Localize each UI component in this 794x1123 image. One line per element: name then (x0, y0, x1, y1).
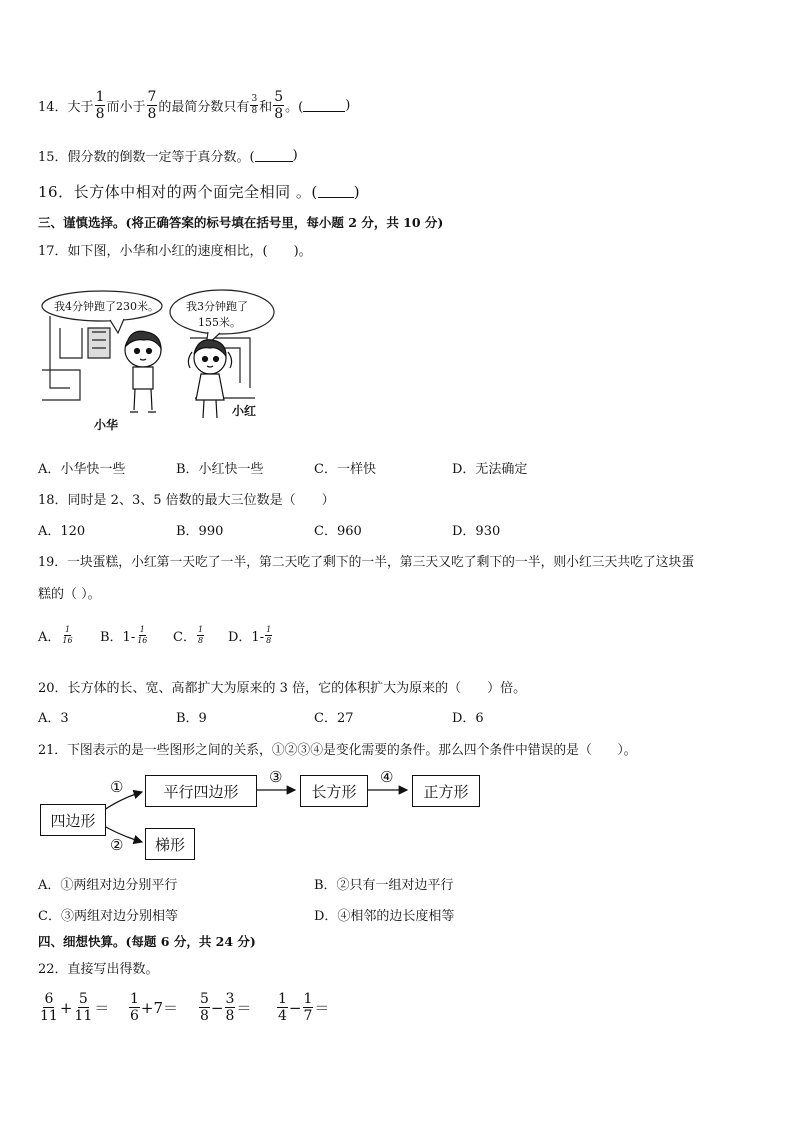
question-19-line-2: 糕的（ ）。 (38, 587, 101, 602)
question-14 (38, 90, 350, 121)
label-xiaohong: 小红 (232, 404, 257, 418)
q21-option-a[interactable]: A．①两组对边分别平行 (38, 878, 178, 893)
q16-close: ) (353, 182, 361, 201)
box-trapezoid: 梯形 (145, 828, 195, 860)
question-20-text: 20．长方体的长、宽、高都扩大为原来的 3 倍，它的体积扩大为原来的（ ）倍。 (38, 681, 527, 696)
speech-bubble-right-line-1: 我3分钟跑了 (186, 300, 248, 313)
question-21-text: 21．下图表示的是一些图形之间的关系，①②③④是变化需要的条件。那么四个条件中错误的是（ ）。 (38, 743, 637, 758)
q19-option-d[interactable] (228, 626, 273, 645)
q20-option-b[interactable]: B．9 (176, 711, 207, 726)
q18-option-b[interactable]: B．990 (176, 524, 224, 539)
q14-fraction-3: $\frac{3}{8}$ (251, 94, 258, 116)
question-22-text: 22．直接写出得数。 (38, 962, 159, 977)
q20-option-a[interactable]: A．3 (38, 711, 69, 726)
expr4-operator: − (288, 998, 302, 1017)
answer-blank[interactable] (318, 185, 354, 198)
box-square: 正方形 (412, 775, 480, 807)
expr1-equals: ＝ (94, 999, 110, 1017)
q14-text-1: 大于 (67, 100, 94, 115)
q19-option-c[interactable] (173, 626, 205, 645)
q19-option-b-label: B．1- (100, 630, 136, 645)
box-parallelogram: 平行四边形 (145, 775, 257, 807)
section-3-heading: 三、谨慎选择。(将正确答案的标号填在括号里，每小题 2 分，共 10 分) (38, 215, 444, 230)
expr3-equals: ＝ (236, 999, 252, 1017)
expr3-operator: − (210, 998, 224, 1017)
question-19-line-1: 19．一块蛋糕，小红第一天吃了一半，第二天吃了剩下的一半，第三天又吃了剩下的一半，则小红三天共吃了这块蛋 (38, 555, 695, 570)
q17-option-b[interactable]: B．小红快一些 (176, 462, 264, 477)
expr1-operator: + (59, 998, 73, 1017)
box-quadrilateral: 四边形 (40, 804, 106, 836)
q18-option-a[interactable]: A．120 (38, 524, 86, 539)
expr2-equals: ＝ (163, 999, 179, 1017)
q19-option-d-label: D．1- (228, 630, 265, 645)
answer-blank[interactable] (303, 99, 345, 112)
expression-2 (128, 992, 178, 1023)
q20-option-c[interactable]: C．27 (314, 711, 354, 726)
condition-4-marker: ④ (380, 768, 394, 786)
condition-3-marker: ③ (269, 768, 283, 786)
q14-fraction-4: $\frac{5}{8}$ (274, 89, 284, 122)
q17-option-c[interactable]: C．一样快 (314, 462, 376, 477)
q19-option-a-fraction: $\frac{1}{16}$ (62, 625, 73, 645)
speech-bubble-left: 我4分钟跑了230米。 (54, 300, 159, 313)
q19-option-a-label: A． (38, 630, 61, 645)
q14-text-3: 的最简分数只有 (158, 100, 250, 115)
question-17-text: 17．如下图，小华和小红的速度相比，( )。 (38, 244, 312, 259)
q16-text: 16．长方体中相对的两个面完全相同 。( (38, 183, 318, 201)
expr1-fraction-b: $\frac{5}{11}$ (74, 991, 93, 1024)
q21-shape-diagram (38, 770, 488, 862)
q20-option-d[interactable]: D．6 (452, 711, 484, 726)
q14-text-6: ) (345, 98, 351, 113)
question-16 (38, 181, 360, 202)
expression-1 (38, 992, 109, 1023)
speech-bubble-right-line-2: 155米。 (198, 316, 241, 329)
expr1-fraction-a: $\frac{6}{11}$ (40, 991, 58, 1024)
q17-illustration (40, 288, 290, 436)
expr2-operator: +7 (140, 998, 164, 1017)
q19-option-a[interactable] (38, 626, 75, 645)
q21-option-b[interactable]: B．②只有一组对边平行 (314, 878, 454, 893)
q17-option-a[interactable]: A．小华快一些 (38, 462, 126, 477)
q18-option-c[interactable]: C．960 (314, 524, 362, 539)
q19-option-c-label: C． (173, 630, 196, 645)
expr4-equals: ＝ (314, 999, 330, 1017)
q14-text-5: 。( (285, 100, 304, 115)
q19-option-b-fraction: $\frac{1}{16}$ (137, 625, 148, 645)
label-xiaohua: 小华 (94, 418, 119, 432)
q14-fraction-1: $\frac{1}{8}$ (95, 89, 105, 122)
expr3-fraction-b: $\frac{3}{8}$ (225, 991, 235, 1024)
q14-text-4: 和 (259, 100, 273, 115)
q18-option-d[interactable]: D．930 (452, 524, 501, 539)
expr2-fraction-a: $\frac{1}{6}$ (130, 991, 139, 1024)
condition-2-marker: ② (110, 836, 124, 854)
section-4-heading: 四、细想快算。(每题 6 分，共 24 分) (38, 934, 256, 949)
expr3-fraction-a: $\frac{5}{8}$ (200, 991, 209, 1024)
q14-fraction-2: $\frac{7}{8}$ (147, 89, 157, 122)
box-rectangle: 长方形 (300, 775, 368, 807)
expression-3 (198, 992, 251, 1023)
answer-blank[interactable] (255, 149, 293, 162)
q14-text-2: 而小于 (106, 100, 146, 115)
q21-option-c[interactable]: C．③两组对边分别相等 (38, 909, 178, 924)
expr4-fraction-a: $\frac{1}{4}$ (278, 991, 287, 1024)
q14-number: 14． (38, 100, 68, 115)
expr4-fraction-b: $\frac{1}{7}$ (303, 991, 313, 1024)
question-18-text: 18．同时是 2、3、5 倍数的最大三位数是（ ） (38, 493, 335, 508)
question-15 (38, 146, 298, 165)
q19-option-b[interactable] (100, 626, 149, 645)
q17-option-d[interactable]: D．无法确定 (452, 462, 528, 477)
condition-1-marker: ① (110, 778, 124, 796)
q21-option-d[interactable]: D．④相邻的边长度相等 (314, 909, 455, 924)
q15-text: 15．假分数的倒数一定等于真分数。( (38, 150, 255, 165)
q15-close: ) (292, 148, 298, 163)
q19-option-d-fraction: $\frac{1}{8}$ (266, 625, 272, 645)
expression-4 (276, 992, 329, 1023)
q19-option-c-fraction: $\frac{1}{8}$ (197, 625, 204, 645)
